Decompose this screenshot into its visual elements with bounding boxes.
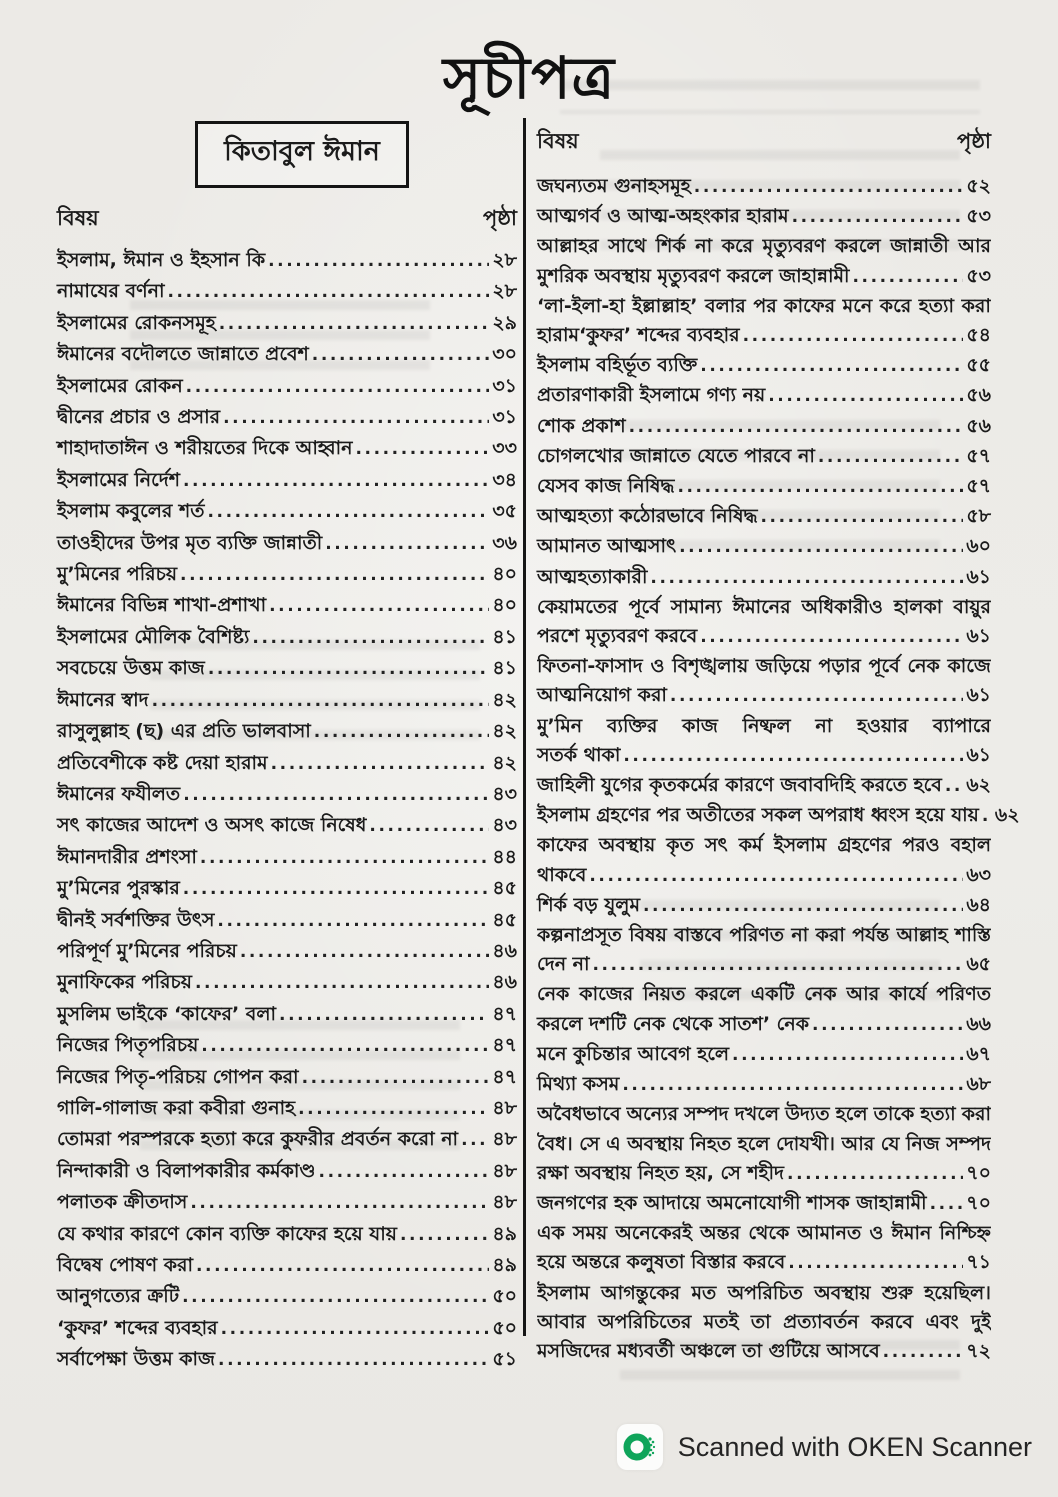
entry-title-wrap-line: বৈধ। সে এ অবস্থায় নিহত হলে দোযখী। আর যে নিজ সম্পদ xyxy=(537,1132,991,1155)
dot-leader xyxy=(643,892,963,921)
dot-leader xyxy=(732,1041,963,1070)
toc-column-right xyxy=(537,115,1020,1367)
entry-title-wrap-line: অবৈধভাবে অন্যের সম্পদ দখলে উদ্যত হলে তাকে হত্যা করা xyxy=(537,1103,991,1126)
entry-title: শোক প্রকাশ xyxy=(537,414,626,437)
page-header: পৃষ্ঠা xyxy=(956,129,991,153)
toc-entry xyxy=(57,653,517,684)
entry-title: সতর্ক থাকা xyxy=(537,743,621,766)
entry-title-wrap-line: ইসলাম আগন্তুকের মত অপরিচিত অবস্থায় শুরু হয়েছিল। xyxy=(537,1281,991,1304)
entry-title: যেসব কাজ নিষিদ্ধ xyxy=(537,475,675,498)
toc-entry xyxy=(57,779,517,810)
oken-scanner-logo-icon xyxy=(617,1424,663,1470)
entry-page-number: ৫৫ xyxy=(966,354,991,377)
toc-entry xyxy=(57,402,517,433)
entry-title: যে কথার কারণে কোন ব্যক্তি কাফের হয়ে যায় xyxy=(57,1222,397,1245)
toc-entry xyxy=(537,1189,991,1219)
entry-title: জনগণের হক আদায়ে অমনোযোগী শাসক জাহান্নামী xyxy=(537,1191,927,1214)
entry-page-number: ৫৬ xyxy=(966,384,991,407)
entry-title: নিজের পিতৃ-পরিচয় গোপন করা xyxy=(57,1065,299,1088)
toc-entry xyxy=(57,905,517,936)
entry-page-number: ৩১ xyxy=(492,374,517,397)
dot-leader xyxy=(761,503,964,532)
dot-leader xyxy=(743,322,964,351)
entry-title-wrap-line: আল্লাহর সাথে শির্ক না করে মৃত্যুবরণ করলে জান্নাতী আর xyxy=(537,235,991,258)
entry-title: ইসলাম, ঈমান ও ইহসান কি xyxy=(57,249,266,271)
entry-title: ঈমানের বিভিন্ন শাখা-প্রশাখা xyxy=(57,594,267,617)
toc-entry xyxy=(537,532,991,562)
column-divider-line xyxy=(523,118,526,1336)
entry-page-number: ৩০ xyxy=(492,343,517,366)
dot-leader xyxy=(252,623,489,653)
toc-entries-left xyxy=(57,245,517,1376)
toc-entry xyxy=(57,1187,517,1218)
toc-entry xyxy=(537,502,991,532)
toc-entry xyxy=(57,748,517,779)
dot-leader xyxy=(223,403,489,433)
entry-page-number: ৪৬ xyxy=(492,971,517,994)
entry-page-number: ৫৩ xyxy=(966,264,991,287)
dot-leader xyxy=(461,1125,489,1155)
entry-page-number: ৬১ xyxy=(966,743,991,766)
column-header-row xyxy=(57,202,517,237)
entry-page-number: ৬১ xyxy=(966,565,991,588)
toc-entry xyxy=(57,371,517,402)
entry-page-number: ৩৩ xyxy=(492,437,517,460)
entry-title: ইসলাম গ্রহণের পর অতীতের সকল অপরাধ ধ্বংস হয়ে যায় xyxy=(537,804,979,827)
toc-entry xyxy=(57,1124,517,1155)
entry-page-number: ৩৫ xyxy=(492,500,517,523)
entry-title: পরশে মৃত্যুবরণ করবে xyxy=(537,625,698,648)
dot-leader xyxy=(700,623,963,652)
entry-title: রাসুলুল্লাহ (ছ) এর প্রতি ভালবাসা xyxy=(57,720,311,743)
entry-title: সর্বাপেক্ষা উত্তম কাজ xyxy=(57,1348,216,1371)
entry-page-number: ৪৯ xyxy=(492,1254,517,1276)
dot-leader xyxy=(183,780,489,810)
entry-title: মুনাফিকের পরিচয় xyxy=(57,971,192,994)
toc-entry xyxy=(57,1219,517,1250)
dot-leader xyxy=(400,1220,489,1250)
toc-entry xyxy=(57,465,517,496)
entry-page-number: ৬৬ xyxy=(966,1012,991,1035)
dot-leader xyxy=(325,529,489,559)
entry-page-number: ২৯ xyxy=(492,311,517,334)
toc-entry xyxy=(57,559,517,590)
entry-page-number: ৬৪ xyxy=(966,893,991,916)
entry-title: বিদ্বেষ পোষণ করা xyxy=(57,1254,193,1276)
dot-leader xyxy=(852,263,963,292)
toc-entry xyxy=(57,339,517,370)
entry-title: সবচেয়ে উত্তম কাজ xyxy=(57,657,205,680)
entry-page-number: ৪২ xyxy=(492,720,517,743)
entry-page-number: ৫৮ xyxy=(966,505,991,528)
dot-leader xyxy=(208,654,490,684)
dot-leader xyxy=(186,372,490,402)
toc-entry xyxy=(537,652,991,711)
entry-page-number: ২৮ xyxy=(492,249,517,271)
toc-entry xyxy=(537,202,991,232)
entry-page-number: ৪২ xyxy=(492,751,517,774)
entry-page-number: ৬১ xyxy=(966,625,991,648)
entry-page-number: ২৮ xyxy=(492,280,517,303)
dot-leader xyxy=(298,1094,489,1124)
dot-leader xyxy=(700,352,963,381)
entry-title: মিথ্যা কসম xyxy=(537,1073,620,1096)
entry-page-number: ৬০ xyxy=(966,535,991,558)
entry-title: মসজিদের মধ্যবর্তী অঞ্চলে তা গুটিয়ে আসবে xyxy=(537,1339,880,1362)
toc-entry xyxy=(57,528,517,559)
toc-entry xyxy=(537,1070,991,1100)
entry-page-number: ৬৮ xyxy=(966,1073,991,1096)
entry-title-wrap-line: এক সময় অনেকেরই অন্তর থেকে আমানত ও ঈমান নিশ্চিহ্ন xyxy=(537,1222,991,1245)
dot-leader xyxy=(679,533,963,562)
entry-title: গালি-গালাজ করা কবীরা গুনাহ xyxy=(57,1096,296,1119)
entry-title: ইসলাম কবুলের শর্ত xyxy=(57,500,205,523)
entry-page-number: ৪২ xyxy=(492,688,517,711)
dot-leader xyxy=(812,1011,963,1040)
entry-title-wrap-line: মু’মিন ব্যক্তির কাজ নিষ্ফল না হওয়ার ব্যাপারে xyxy=(537,714,991,737)
toc-entry xyxy=(57,433,517,464)
toc-entry xyxy=(57,967,517,998)
toc-entry xyxy=(57,245,517,276)
toc-entry xyxy=(57,685,517,716)
entry-title: আত্মনিয়োগ করা xyxy=(537,684,667,707)
dot-leader xyxy=(269,591,489,621)
entry-page-number: ৭০ xyxy=(966,1191,991,1214)
entry-page-number: ৪১ xyxy=(492,657,517,680)
dot-leader xyxy=(208,497,490,527)
page-title: সূচীপত্র xyxy=(442,44,616,112)
entry-page-number: ৪৯ xyxy=(492,1222,517,1245)
dot-leader xyxy=(180,560,489,590)
entry-page-number: ৫৭ xyxy=(966,475,991,498)
entry-title: রক্ষা অবস্থায় নিহত হয়, সে শহীদ xyxy=(537,1161,785,1184)
entry-title: জঘন্যতম গুনাহসমূহ xyxy=(537,175,691,197)
toc-entry xyxy=(57,276,517,307)
entry-page-number: ৬১ xyxy=(966,684,991,707)
entry-page-number: ৫০ xyxy=(492,1316,517,1339)
entry-page-number: ৪৫ xyxy=(492,908,517,931)
dot-leader xyxy=(200,843,489,873)
entry-title: মনে কুচিন্তার আবেগ হলে xyxy=(537,1042,730,1065)
entry-title-wrap-line: ‘লা-ইলা-হা ইল্লাল্লাহ’ বলার পর কাফের মনে করে হত্যা করা xyxy=(537,294,991,317)
dot-leader xyxy=(312,340,489,370)
entry-title-wrap-line: নেক কাজের নিয়ত করলে একটি নেক আর কার্যে পরিণত xyxy=(537,983,991,1006)
dot-leader xyxy=(788,1249,963,1278)
entry-page-number: ৪৬ xyxy=(492,939,517,962)
entry-page-number: ৩৬ xyxy=(492,531,517,554)
entry-page-number: ৪৩ xyxy=(492,782,517,805)
entry-title: আনুগত্যের ক্রটি xyxy=(57,1285,180,1308)
entry-page-number: ৫০ xyxy=(492,1285,517,1308)
entry-title: মু’মিনের পুরস্কার xyxy=(57,877,180,900)
toc-entry xyxy=(537,1279,991,1368)
entry-title: সৎ কাজের আদেশ ও অসৎ কাজে নিষেধ xyxy=(57,814,367,837)
dot-leader xyxy=(218,1345,489,1375)
dot-leader xyxy=(183,466,489,496)
dot-leader xyxy=(369,811,489,841)
entry-title: ঈমানদারীর প্রশংসা xyxy=(57,845,197,868)
dot-leader xyxy=(271,749,490,779)
dot-leader xyxy=(302,1063,490,1093)
toc-entry xyxy=(537,1100,991,1189)
toc-entry xyxy=(57,590,517,621)
entry-title: হয়ে অন্তরে কলুষতা বিস্তার করবে xyxy=(537,1251,786,1274)
dot-leader xyxy=(768,382,963,411)
dot-leader xyxy=(221,1314,490,1344)
dot-leader xyxy=(650,564,963,593)
toc-entry xyxy=(537,980,991,1039)
dot-leader xyxy=(268,246,489,276)
dot-leader xyxy=(195,968,489,998)
toc-entry xyxy=(57,1062,517,1093)
entry-title: মু’মিনের পরিচয় xyxy=(57,563,178,586)
dot-leader xyxy=(945,772,963,801)
entry-page-number: ৪৭ xyxy=(492,1034,517,1057)
entry-title-wrap-line: কেয়ামতের পূর্বে সামান্য ঈমানের অধিকারীও হালকা বায়ুর xyxy=(537,595,991,618)
entry-page-number: ৬৭ xyxy=(966,1042,991,1065)
entry-title: শাহাদাতাঈন ও শরীয়তের দিকে আহ্বান xyxy=(57,437,353,460)
entry-title: চোগলখোর জান্নাতে যেতে পারবে না xyxy=(537,444,815,467)
dot-leader xyxy=(183,874,490,904)
entry-title: জাহিলী যুগের কৃতকর্মের কারণে জবাবদিহি করতে হবে xyxy=(537,774,942,797)
entry-title: ইসলামের রোকনসমূহ xyxy=(57,311,216,334)
toc-entry xyxy=(537,593,991,652)
toc-entry xyxy=(537,891,991,921)
dot-leader xyxy=(182,1282,489,1312)
toc-entry xyxy=(537,1219,991,1278)
entry-page-number: ৬২ xyxy=(994,804,1020,827)
toc-entry xyxy=(57,622,517,653)
entry-page-number: ৪০ xyxy=(492,563,517,586)
entry-title: পরিপূর্ণ মু’মিনের পরিচয় xyxy=(57,939,237,962)
toc-entry xyxy=(57,1281,517,1312)
dot-leader xyxy=(982,802,992,831)
toc-entry xyxy=(537,232,991,291)
toc-entry xyxy=(537,1040,991,1070)
toc-entry xyxy=(537,712,991,771)
entry-title: আত্মগর্ব ও আত্ম-অহংকার হারাম xyxy=(537,205,789,228)
toc-entry xyxy=(537,381,991,411)
toc-entry xyxy=(57,810,517,841)
scanner-footer xyxy=(617,1424,1032,1470)
toc-entry xyxy=(57,936,517,967)
entry-page-number: ৫৪ xyxy=(966,324,991,347)
entry-page-number: ৪৫ xyxy=(492,877,517,900)
entry-page-number: ৪৪ xyxy=(492,845,517,868)
toc-entry xyxy=(57,496,517,527)
entry-title: ঈমানের স্বাদ xyxy=(57,688,149,711)
toc-entry xyxy=(57,1250,517,1281)
entry-title: নিন্দাকারী ও বিলাপকারীর কর্মকাণ্ড xyxy=(57,1159,316,1182)
entry-title: হারাম‘কুফর’ শব্দের ব্যবহার xyxy=(537,324,740,347)
entry-page-number: ৪৮ xyxy=(492,1096,517,1119)
entry-title: ইসলাম বহির্ভূত ব্যক্তি xyxy=(537,354,698,377)
dot-leader xyxy=(623,742,963,771)
entry-title: দেন না xyxy=(537,953,590,976)
entry-title: আত্মহত্যা কঠোরভাবে নিষিদ্ধ xyxy=(537,505,758,528)
entry-title-wrap-line: আবার অপরিচিতের মতই তা প্রত্যাবর্তন করবে এবং দুই xyxy=(537,1310,991,1333)
dot-leader xyxy=(593,951,964,980)
dot-leader xyxy=(319,1157,490,1187)
entry-title: থাকবে xyxy=(537,863,587,886)
entry-title: মুসলিম ভাইকে ‘কাফের’ বলা xyxy=(57,1002,277,1025)
toc-entry xyxy=(537,442,991,472)
entry-page-number: ৫৬ xyxy=(966,414,991,437)
entry-title: তোমরা পরস্পরকে হত্যা করে কুফরীর প্রবর্তন করো না xyxy=(57,1128,459,1151)
entry-title: ঈমানের ফযীলত xyxy=(57,782,181,805)
entry-page-number: ৫২ xyxy=(966,175,991,197)
entry-title-wrap-line: কাফের অবস্থায় কৃত সৎ কর্ম ইসলাম গ্রহণের পরও বহাল xyxy=(537,834,991,857)
toc-entry xyxy=(537,472,991,502)
dot-leader xyxy=(622,1071,963,1100)
toc-entry xyxy=(57,999,517,1030)
dot-leader xyxy=(792,203,964,232)
toc-column-left xyxy=(57,115,517,1376)
toc-entry xyxy=(57,842,517,873)
entry-title: নামাযের বর্ণনা xyxy=(57,280,165,303)
entry-page-number: ৪৭ xyxy=(492,1065,517,1088)
entry-title: শির্ক বড় যুলুম xyxy=(537,893,640,916)
toc-entry xyxy=(57,308,517,339)
toc-entry xyxy=(57,1313,517,1344)
entry-title: প্রতারণাকারী ইসলামে গণ্য নয় xyxy=(537,384,766,407)
entry-page-number: ৪৩ xyxy=(492,814,517,837)
entry-page-number: ৫১ xyxy=(492,1348,517,1371)
entry-page-number: ৪৮ xyxy=(492,1159,517,1182)
dot-leader xyxy=(240,937,490,967)
entry-title: করলে দশটি নেক থেকে সাতশ’ নেক xyxy=(537,1012,810,1035)
entry-page-number: ৩৪ xyxy=(492,468,517,491)
dot-leader xyxy=(196,1251,489,1281)
toc-entries-right xyxy=(537,172,1020,1367)
toc-entry xyxy=(537,771,991,801)
entry-title: প্রতিবেশীকে কষ্ট দেয়া হারাম xyxy=(57,751,268,774)
entry-page-number: ৬২ xyxy=(966,774,991,797)
dot-leader xyxy=(930,1190,964,1219)
entry-title: তাওহীদের উপর মৃত ব্যক্তি জান্নাতী xyxy=(57,531,323,554)
entry-title: ইসলামের মৌলিক বৈশিষ্ট্য xyxy=(57,625,250,648)
entry-title: আমানত আত্মসাৎ xyxy=(537,535,677,558)
dot-leader xyxy=(670,682,963,711)
dot-leader xyxy=(201,1031,489,1061)
toc-entry xyxy=(537,412,991,442)
toc-entry xyxy=(537,801,1020,831)
toc-entry xyxy=(57,1093,517,1124)
entry-page-number: ৫৩ xyxy=(966,205,991,228)
scanner-text: Scanned with OKEN Scanner xyxy=(677,1431,1032,1462)
dot-leader xyxy=(167,277,489,307)
dot-leader xyxy=(152,686,490,716)
entry-page-number: ৬৫ xyxy=(966,953,991,976)
dot-leader xyxy=(787,1160,963,1189)
column-header-row xyxy=(537,125,991,160)
entry-page-number: ৪১ xyxy=(492,625,517,648)
dot-leader xyxy=(818,443,963,472)
dot-leader xyxy=(279,1000,489,1030)
dot-leader xyxy=(629,413,964,442)
entry-page-number: ৭১ xyxy=(966,1251,991,1274)
toc-entry xyxy=(537,921,991,980)
entry-page-number: ৪৮ xyxy=(492,1128,517,1151)
entry-title: দ্বীনই সর্বশক্তির উৎস xyxy=(57,908,215,931)
dot-leader xyxy=(355,434,489,464)
entry-page-number: ৬৩ xyxy=(966,863,991,886)
entry-page-number: ৭০ xyxy=(966,1161,991,1184)
entry-title-wrap-line: কল্পনাপ্রসূত বিষয় বাস্তবে পরিণত না করা পর্যন্ত আল্লাহ শাস্তি xyxy=(537,924,991,947)
toc-entry xyxy=(537,563,991,593)
toc-entry xyxy=(57,716,517,747)
entry-page-number: ৪৭ xyxy=(492,1002,517,1025)
dot-leader xyxy=(589,862,963,891)
entry-title: পলাতক ক্রীতদাস xyxy=(57,1191,188,1214)
entry-title: ইসলামের নির্দেশ xyxy=(57,468,180,491)
section-box-title: কিতাবুল ঈমান xyxy=(195,121,409,188)
dot-leader xyxy=(217,906,489,936)
entry-title: ঈমানের বদৌলতে জান্নাতে প্রবেশ xyxy=(57,343,309,366)
toc-entry xyxy=(57,1156,517,1187)
dot-leader xyxy=(883,1338,964,1367)
entry-title: মুশরিক অবস্থায় মৃত্যুবরণ করলে জাহান্নামী xyxy=(537,264,850,287)
dot-leader xyxy=(219,309,490,339)
entry-title-wrap-line: ফিতনা-ফাসাদ ও বিশৃঙ্খলায় জড়িয়ে পড়ার পূর্বে নেক কাজে xyxy=(537,655,991,678)
subject-header: বিষয় xyxy=(57,206,99,230)
dot-leader xyxy=(190,1188,489,1218)
dot-leader xyxy=(314,717,490,747)
toc-entry xyxy=(537,292,991,351)
toc-entry xyxy=(537,831,991,890)
dot-leader xyxy=(677,473,963,502)
toc-entry xyxy=(57,1344,517,1375)
entry-page-number: ৩১ xyxy=(492,406,517,429)
entry-page-number: ৪০ xyxy=(492,594,517,617)
entry-page-number: ৭২ xyxy=(966,1339,991,1362)
toc-entry xyxy=(537,172,991,202)
entry-title: ‘কুফর’ শব্দের ব্যবহার xyxy=(57,1316,218,1339)
entry-title: ইসলামের রোকন xyxy=(57,374,183,397)
entry-title: নিজের পিতৃপরিচয় xyxy=(57,1034,199,1057)
entry-title: আত্মহত্যাকারী xyxy=(537,565,648,588)
subject-header: বিষয় xyxy=(537,129,579,153)
entry-page-number: ৪৮ xyxy=(492,1191,517,1214)
entry-page-number: ৫৭ xyxy=(966,444,991,467)
page-header: পৃষ্ঠা xyxy=(482,206,517,230)
dot-leader xyxy=(694,173,964,202)
toc-entry xyxy=(57,873,517,904)
entry-title: দ্বীনের প্রচার ও প্রসার xyxy=(57,406,221,429)
toc-entry xyxy=(57,1030,517,1061)
toc-entry xyxy=(537,351,991,381)
